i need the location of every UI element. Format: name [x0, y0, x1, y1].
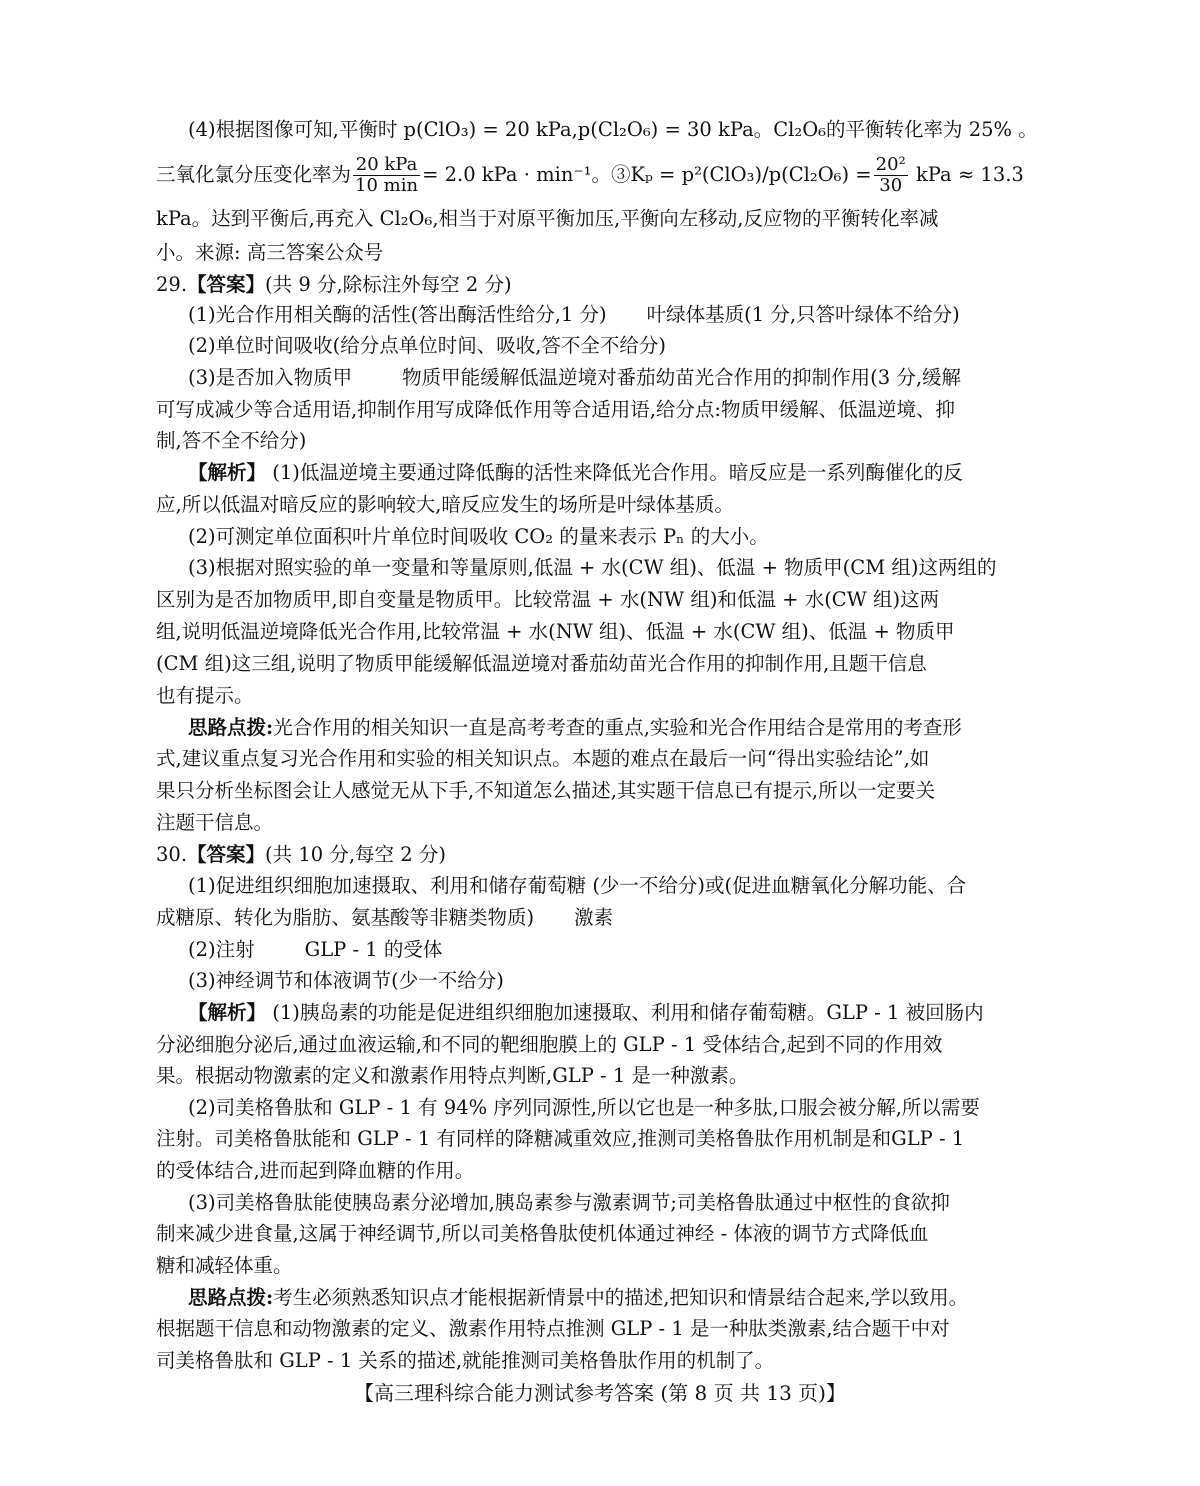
q30-analysis — [188, 1091, 1046, 1125]
fraction-rate — [353, 155, 420, 196]
q29-analysis — [156, 615, 1046, 649]
q28-line1-text: (4)根据图像可知,平衡时 p(ClO₃) = 20 kPa,p(Cl₂O₆) = 30 kPa。Cl₂O₆的平衡转化率为 25% 。 — [188, 118, 1038, 141]
analysis-text: (3)根据对照实验的单一变量和等量原则,低温 + 水(CW 组)、低温 + 物质甲(CM 组)这两组的 — [188, 556, 997, 579]
score-note: (共 10 分,每空 2 分) — [265, 843, 446, 866]
analysis-text: 糖和减轻体重。 — [156, 1254, 293, 1277]
analysis-tag: 【解析】 — [188, 1001, 267, 1024]
analysis-tag: 【解析】 — [188, 461, 267, 484]
q30-analysis — [156, 1217, 1046, 1251]
q28-analysis-line — [188, 113, 1046, 147]
analysis-text: 制来减少进食量,这属于神经调节,所以司美格鲁肽使机体通过神经 - 体液的调节方式降低血 — [156, 1222, 929, 1245]
answer-text: (1)促进组织细胞加速摄取、利用和储存葡萄糖 (少一不给分)或(促进血糖氧化分解功能、合 — [188, 874, 967, 897]
q29-analysis — [156, 647, 1046, 681]
analysis-text: 应,所以低温对暗反应的影响较大,暗反应发生的场所是叶绿体基质。 — [156, 493, 734, 516]
q29-analysis — [156, 488, 1046, 522]
analysis-text: 的受体结合,进而起到降血糖的作用。 — [156, 1159, 475, 1182]
tip-text: 考生必须熟悉知识点才能根据新情景中的描述,把知识和情景结合起来,学以致用。 — [273, 1286, 969, 1309]
tip-text: 果只分析坐标图会让人感觉无从下手,不知道怎么描述,其实题干信息已有提示,所以一定要关 — [156, 779, 936, 802]
answer-part: GLP - 1 的受体 — [304, 938, 443, 961]
analysis-text: 果。根据动物激素的定义和激素作用特点判断,GLP - 1 是一种激素。 — [156, 1064, 749, 1087]
answer-part: 叶绿体基质(1 分,只答叶绿体不给分) — [646, 303, 960, 326]
q29-analysis — [156, 679, 1046, 713]
q28-analysis-line — [156, 202, 1046, 236]
answer-part: (3)是否加入物质甲 — [188, 366, 353, 389]
q29-answer-1 — [188, 298, 1046, 332]
fraction-denominator: 30 — [879, 175, 903, 196]
analysis-text: (2)可测定单位面积叶片单位时间吸收 CO₂ 的量来表示 Pₙ 的大小。 — [188, 525, 769, 548]
tip-text: 光合作用的相关知识一直是高考考查的重点,实验和光合作用结合是常用的考查形 — [273, 716, 962, 739]
q30-answer-3 — [188, 964, 1046, 998]
q29-answer-3-cont — [156, 424, 1046, 458]
analysis-text: 组,说明低温逆境降低光合作用,比较常温 + 水(NW 组)、低温 + 水(CW 组)、低温 + 物质甲 — [156, 620, 955, 643]
score-note: (共 9 分,除标注外每空 2 分) — [265, 273, 512, 296]
q28-line2-mid: = 2.0 kPa · min⁻¹。③Kₚ = p²(ClO₃)/p(Cl₂O₆) = — [422, 163, 872, 186]
q30-answer-2 — [188, 933, 1046, 967]
q29-tip — [188, 711, 1046, 745]
q29-analysis — [188, 551, 1046, 585]
q30-tip — [156, 1344, 1046, 1378]
tip-text: 式,建议重点复习光合作用和实验的相关知识点。本题的难点在最后一问“得出实验结论”,如 — [156, 747, 930, 770]
tip-text: 司美格鲁肽和 GLP - 1 关系的描述,就能推测司美格鲁肽作用的机制了。 — [156, 1349, 775, 1372]
analysis-text: 注射。司美格鲁肽能和 GLP - 1 有同样的降糖减重效应,推测司美格鲁肽作用机制是和GLP - 1 — [156, 1127, 965, 1150]
analysis-text: (2)司美格鲁肽和 GLP - 1 有 94% 序列同源性,所以它也是一种多肽,口服会被分解,所以需要 — [188, 1096, 980, 1119]
analysis-text: (1)胰岛素的功能是促进组织细胞加速摄取、利用和储存葡萄糖。GLP - 1 被回肠内 — [266, 1001, 984, 1024]
q30-answer-1 — [188, 869, 1046, 903]
q28-line3-text: kPa。达到平衡后,再充入 Cl₂O₆,相当于对原平衡加压,平衡向左移动,反应物的平衡转化率减 — [156, 207, 939, 230]
answer-part: (2)注射 — [188, 938, 255, 961]
q29-tip — [156, 774, 1046, 808]
q29-tip — [156, 806, 1046, 840]
q30-tip — [156, 1312, 1046, 1346]
q30-analysis — [156, 1249, 1046, 1283]
q28-analysis-line — [156, 236, 1046, 270]
q29-header — [156, 268, 1046, 302]
q30-analysis — [156, 1154, 1046, 1188]
q30-analysis — [156, 1122, 1046, 1156]
fraction-denominator: 10 min — [355, 175, 419, 196]
q29-analysis — [188, 520, 1046, 554]
q29-analysis — [156, 583, 1046, 617]
q29-answer-3 — [188, 361, 1046, 395]
fraction-numerator: 20² — [875, 154, 906, 175]
q30-analysis — [188, 996, 1046, 1030]
tip-tag: 思路点拨: — [188, 716, 274, 739]
question-number: 30. — [156, 843, 188, 866]
answer-part: (2)单位时间吸收(给分点单位时间、吸收,答不全不给分) — [188, 334, 667, 357]
analysis-text: (1)低温逆境主要通过降低酶的活性来降低光合作用。暗反应是一系列酶催化的反 — [266, 461, 963, 484]
analysis-text: (3)司美格鲁肽能使胰岛素分泌增加,胰岛素参与激素调节;司美格鲁肽通过中枢性的食欲抑 — [188, 1191, 950, 1214]
q30-tip — [188, 1281, 1046, 1315]
answer-part: (1)光合作用相关酶的活性(答出酶活性给分,1 分) — [188, 303, 607, 326]
q28-line2-suffix: kPa ≈ 13.3 — [915, 163, 1024, 186]
answer-part: 激素 — [574, 906, 614, 929]
answer-tag: 【答案】 — [187, 843, 266, 866]
analysis-text: 分泌细胞分泌后,通过血液运输,和不同的靶细胞膜上的 GLP - 1 受体结合,起到不同的作用效 — [156, 1033, 943, 1056]
q30-analysis — [188, 1186, 1046, 1220]
tip-tag: 思路点拨: — [188, 1286, 274, 1309]
page-footer: 【高三理科综合能力测试参考答案 (第 8 页 共 13 页)】 — [354, 1381, 846, 1405]
q29-answer-2 — [188, 329, 1046, 363]
answer-tag: 【答案】 — [187, 273, 266, 296]
answer-part: 物质甲能缓解低温逆境对番茄幼苗光合作用的抑制作用(3 分,缓解 — [402, 366, 962, 389]
fraction-kp — [874, 155, 908, 196]
tip-text: 注题干信息。 — [156, 811, 274, 834]
tip-text: 根据题干信息和动物激素的定义、激素作用特点推测 GLP - 1 是一种肽类激素,结合题干中对 — [156, 1317, 950, 1340]
q28-line2-prefix: 三氧化氯分压变化率为 — [156, 163, 352, 186]
q30-analysis — [156, 1028, 1046, 1062]
answer-text: 制,答不全不给分) — [156, 429, 307, 452]
fraction-numerator: 20 kPa — [353, 155, 420, 176]
q29-answer-3-cont — [156, 393, 1046, 427]
answer-text: 可写成减少等合适用语,抑制作用写成降低作用等合适用语,给分点:物质甲缓解、低温逆境、抑 — [156, 398, 955, 421]
analysis-text: 也有提示。 — [156, 684, 254, 707]
q30-analysis — [156, 1059, 1046, 1093]
q28-analysis-line — [156, 153, 1046, 197]
q28-line4-text: 小。来源: 高三答案公众号 — [156, 241, 384, 264]
q30-answer-1-cont — [156, 901, 1046, 935]
q30-header — [156, 838, 1046, 872]
answer-part: 成糖原、转化为脂肪、氨基酸等非糖类物质) — [156, 906, 535, 929]
q29-tip — [156, 742, 1046, 776]
answer-text: (3)神经调节和体液调节(少一不给分) — [188, 969, 504, 992]
analysis-text: (CM 组)这三组,说明了物质甲能缓解低温逆境对番茄幼苗光合作用的抑制作用,且题干信息 — [156, 652, 927, 675]
q29-analysis — [188, 456, 1046, 490]
question-number: 29. — [156, 273, 188, 296]
analysis-text: 区别为是否加物质甲,即自变量是物质甲。比较常温 + 水(NW 组)和低温 + 水(CW 组)这两 — [156, 588, 940, 611]
